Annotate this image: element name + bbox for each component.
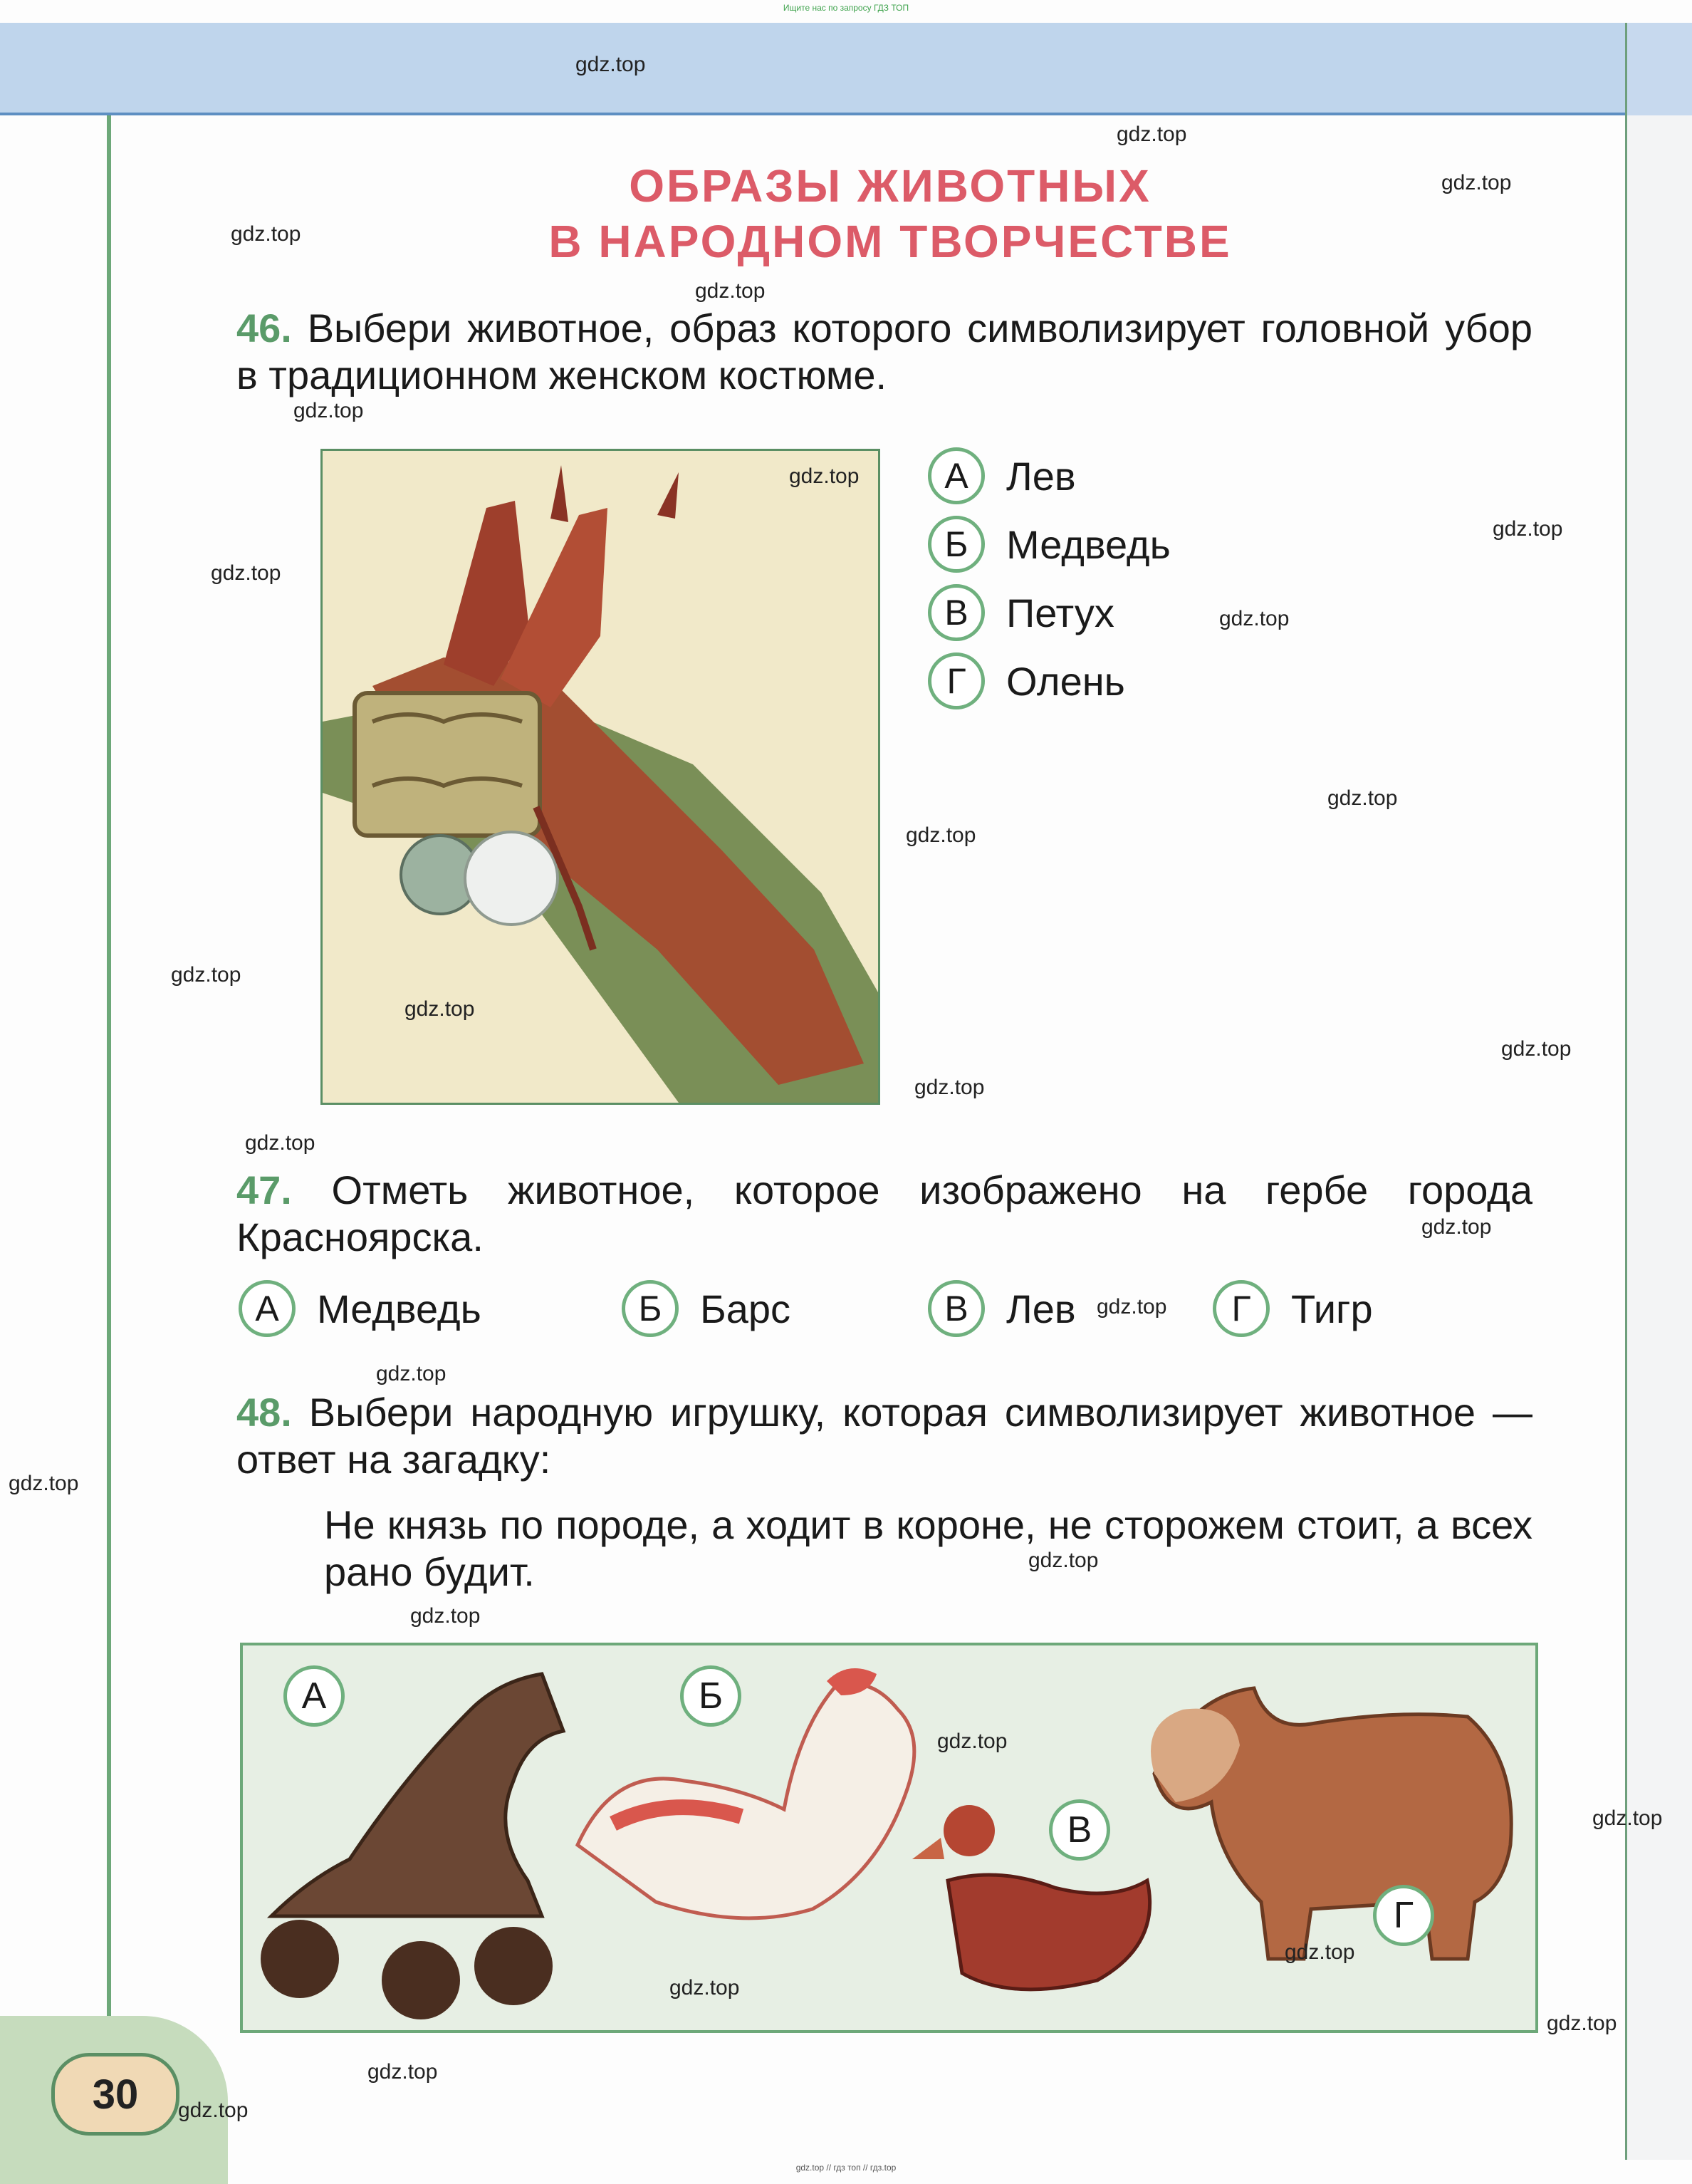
question-46-number: 46.: [236, 306, 292, 350]
watermark: gdz.top: [1117, 123, 1187, 146]
q47-option-d-circle[interactable]: Г: [1213, 1280, 1270, 1337]
watermark: gdz.top: [669, 1976, 740, 2000]
watermark: gdz.top: [9, 1472, 79, 1495]
watermark: gdz.top: [1327, 786, 1398, 810]
q46-option-c[interactable]: [928, 584, 1114, 641]
q46-option-a-circle[interactable]: А: [928, 447, 985, 504]
watermark: gdz.top: [1441, 171, 1512, 194]
watermark: gdz.top: [410, 1604, 481, 1628]
left-margin-line: [107, 115, 111, 2096]
right-page-edge-banner: [1627, 23, 1692, 115]
top-banner: [0, 23, 1625, 115]
toy-label-b[interactable]: Б: [680, 1665, 741, 1727]
watermark: gdz.top: [211, 561, 281, 585]
toys-illustration: [243, 1645, 1535, 2030]
page-number: 30: [51, 2053, 179, 2136]
q47-option-d-label: Тигр: [1291, 1286, 1373, 1331]
title-line-2: В НАРОДНОМ ТВОРЧЕСТВЕ: [548, 216, 1232, 267]
q46-option-b[interactable]: [928, 516, 1171, 573]
watermark: gdz.top: [171, 963, 241, 987]
top-divider: [0, 113, 1625, 115]
question-47: [236, 1167, 1532, 1261]
toy-label-a[interactable]: А: [283, 1665, 345, 1727]
watermark: gdz.top: [1028, 1549, 1099, 1572]
q46-option-b-label: Медведь: [1006, 521, 1171, 567]
watermark: gdz.top: [376, 1362, 446, 1385]
toy-label-c[interactable]: В: [1049, 1799, 1110, 1861]
site-bottom-note: gdz.top // гдз топ // гдз.top: [795, 2163, 897, 2173]
question-46-text: Выбери животное, образ которого символизирует головной убор в традиционном женском костюме.: [236, 306, 1533, 397]
q46-option-d-label: Олень: [1006, 658, 1125, 704]
q46-option-a[interactable]: [928, 447, 1076, 504]
watermark: gdz.top: [1097, 1295, 1167, 1319]
watermark: gdz.top: [231, 222, 301, 246]
question-48: [236, 1389, 1532, 1483]
watermark: gdz.top: [937, 1730, 1008, 1753]
watermark: gdz.top: [906, 823, 976, 847]
watermark: gdz.top: [695, 279, 766, 303]
q47-option-a-label: Медведь: [317, 1286, 481, 1331]
q47-option-b-circle[interactable]: Б: [622, 1280, 679, 1337]
watermark: gdz.top: [1592, 1806, 1663, 1830]
q47-option-c-label: Лев: [1006, 1286, 1076, 1331]
q47-option-c-circle[interactable]: В: [928, 1280, 985, 1337]
title-line-1: ОБРАЗЫ ЖИВОТНЫХ: [629, 160, 1152, 212]
watermark: gdz.top: [1493, 517, 1563, 541]
toy-label-d[interactable]: Г: [1373, 1885, 1434, 1946]
q46-option-d-circle[interactable]: Г: [928, 652, 985, 709]
site-top-note: Ищите нас по запросу ГДЗ ТОП: [783, 3, 909, 13]
watermark: gdz.top: [1421, 1215, 1492, 1239]
question-47-number: 47.: [236, 1168, 292, 1212]
watermark: gdz.top: [1547, 2012, 1617, 2035]
q47-option-a[interactable]: [239, 1280, 481, 1337]
watermark: gdz.top: [367, 2060, 438, 2084]
watermark: gdz.top: [575, 53, 646, 76]
question-48-riddle: Не князь по породе, а ходит в короне, не сторожем стоит, а всех рано будит.: [324, 1502, 1532, 1594]
watermark: gdz.top: [1219, 607, 1290, 630]
watermark: gdz.top: [1285, 1940, 1355, 1964]
watermark: gdz.top: [404, 997, 475, 1021]
q46-option-c-circle[interactable]: В: [928, 584, 985, 641]
watermark: gdz.top: [914, 1076, 985, 1099]
q47-option-d[interactable]: [1213, 1280, 1373, 1337]
q47-option-b[interactable]: [622, 1280, 790, 1337]
q47-option-a-circle[interactable]: А: [239, 1280, 296, 1337]
watermark: gdz.top: [178, 2099, 249, 2122]
right-page-edge: [1625, 23, 1692, 2160]
q46-option-a-label: Лев: [1006, 453, 1076, 499]
question-48-text: Выбери народную игрушку, которая символизирует животное — ответ на загадку:: [236, 1390, 1532, 1482]
page-title: [427, 158, 1353, 269]
question-48-number: 48.: [236, 1390, 292, 1435]
question-46: [236, 305, 1532, 399]
q46-option-c-label: Петух: [1006, 590, 1114, 635]
toys-panel: [240, 1643, 1538, 2033]
q46-option-d[interactable]: [928, 652, 1125, 709]
watermark: gdz.top: [789, 464, 860, 488]
watermark: gdz.top: [1501, 1037, 1572, 1061]
q46-option-b-circle[interactable]: Б: [928, 516, 985, 573]
watermark: gdz.top: [245, 1131, 315, 1155]
q47-option-c[interactable]: [928, 1280, 1076, 1337]
question-47-text: Отметь животное, которое изображено на гербе города Красноярска.: [236, 1168, 1533, 1259]
q47-option-b-label: Барс: [700, 1286, 791, 1331]
watermark: gdz.top: [293, 399, 364, 422]
